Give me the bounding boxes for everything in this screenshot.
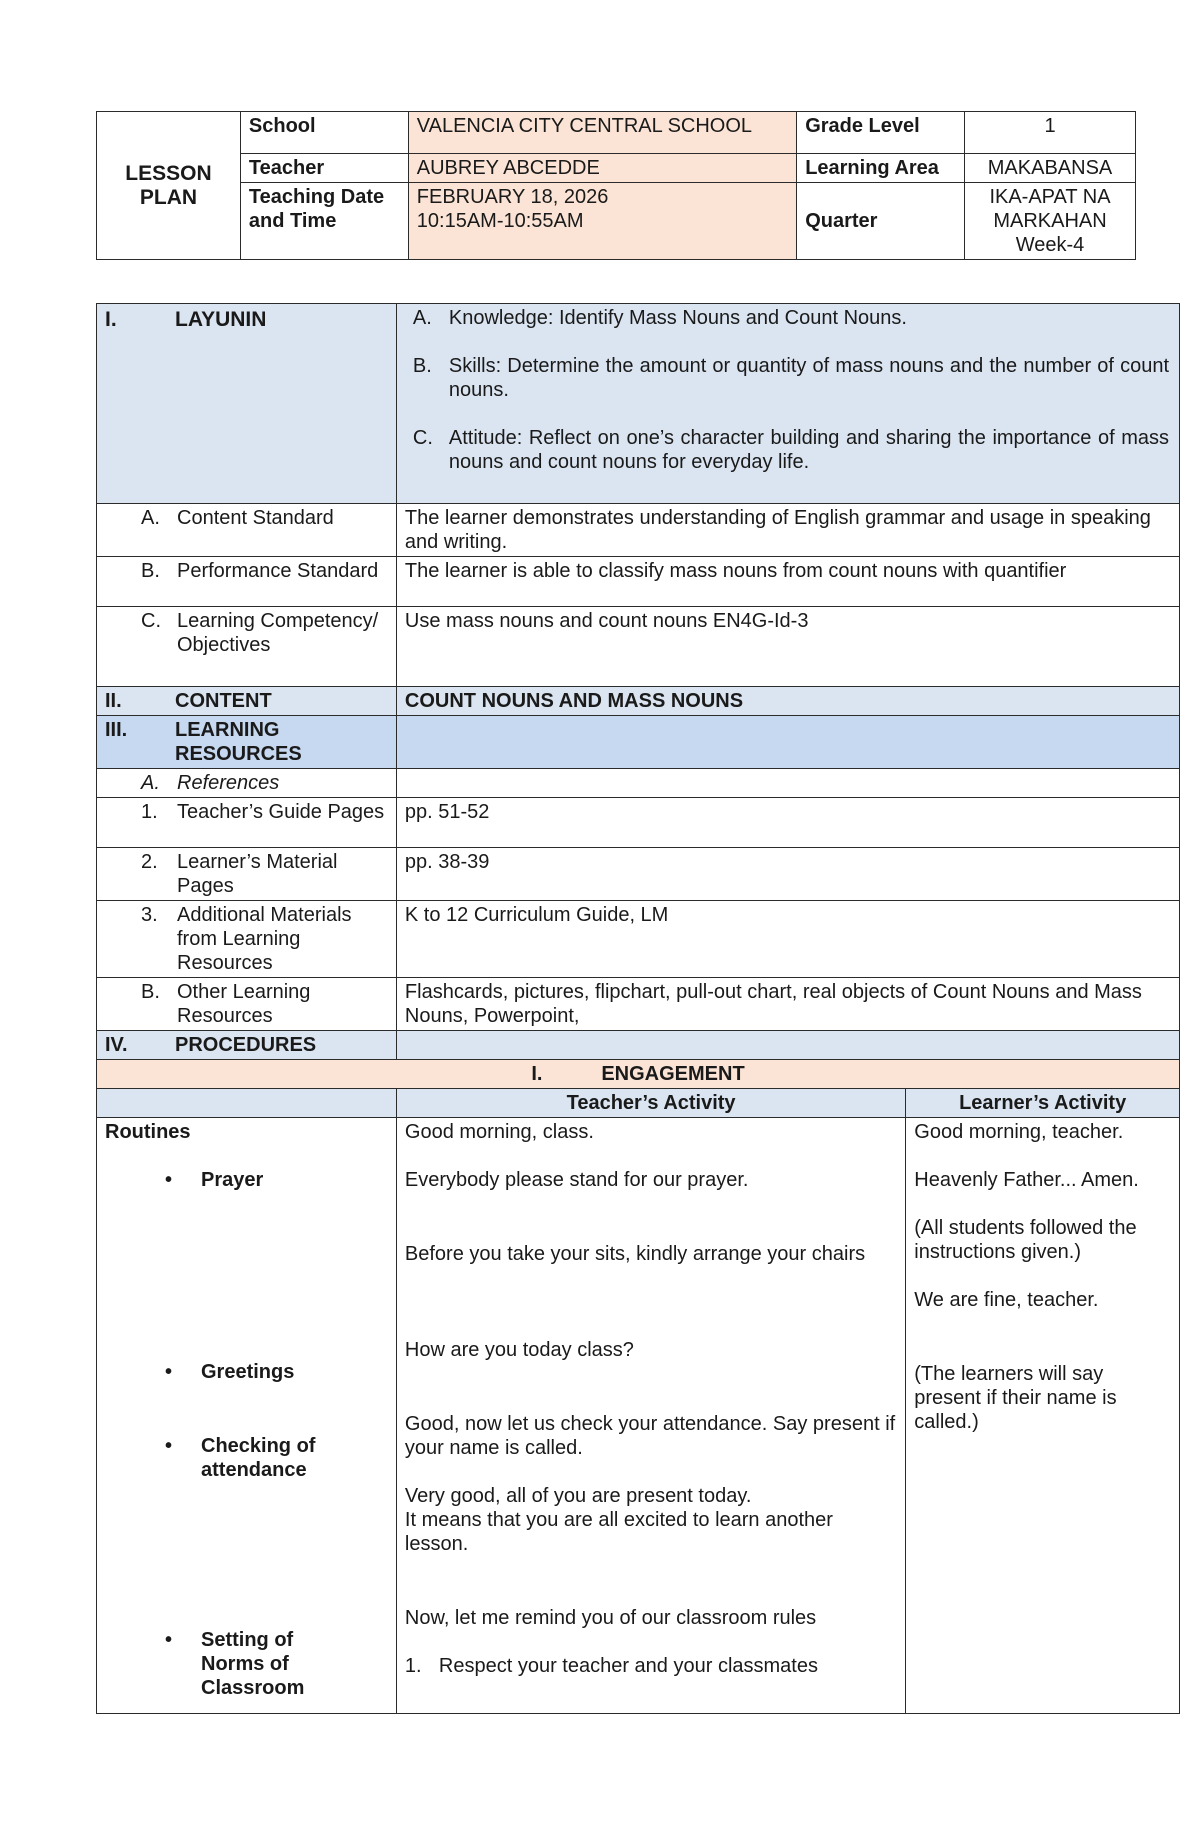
learner-line-4: We are fine, teacher. <box>914 1289 1099 1311</box>
time-text: 10:15AM-10:55AM <box>416 210 584 232</box>
learner-line-5: (The learners will say present if their name is called.) <box>914 1363 1117 1433</box>
objectives-row <box>97 304 1180 504</box>
engagement-heading: I. ENGAGEMENT <box>97 1060 1180 1089</box>
school-label: School <box>240 112 408 154</box>
engagement-row <box>97 1060 1180 1089</box>
content-value: COUNT NOUNS AND MASS NOUNS <box>396 687 1179 716</box>
greetings-item: • Greetings <box>165 1361 295 1383</box>
teacher-line-1: Good morning, class. <box>404 1121 594 1143</box>
additional-materials-row <box>97 901 1180 978</box>
objective-b: B. Skills: Determine the amount or quantity of mass nouns and the number of count nouns. <box>412 355 1169 401</box>
activity-header-row <box>97 1089 1180 1118</box>
quarter-text: IKA-APAT NA MARKAHAN <box>989 186 1111 232</box>
teachers-guide-value: pp. 51-52 <box>396 798 1179 848</box>
teacher-line-6: Very good, all of you are present today. <box>404 1485 752 1507</box>
learners-activity-header: Learner’s Activity <box>906 1089 1180 1118</box>
grade-level-label: Grade Level <box>797 112 965 154</box>
teacher-line-2: Everybody please stand for our prayer. <box>404 1169 749 1191</box>
setting-norms-item: • Setting of Norms of Classroom <box>165 1629 305 1699</box>
other-resources-row <box>97 978 1180 1031</box>
section-label: LAYUNIN <box>175 308 267 331</box>
teacher-line-7: It means that you are all excited to learn another lesson. <box>404 1509 833 1555</box>
lesson-plan-title: LESSON PLAN <box>97 112 241 260</box>
learning-resources-row <box>97 716 1180 769</box>
performance-standard-row <box>97 557 1180 607</box>
other-resources-label: B. Other Learning Resources <box>97 978 397 1031</box>
learner-activity-cell <box>906 1118 1180 1714</box>
teacher-line-5: Good, now let us check your attendance. Say present if your name is called. <box>404 1413 896 1459</box>
checking-attendance-item: • Checking of attendance <box>165 1435 316 1481</box>
teacher-line-4: How are you today class? <box>404 1339 634 1361</box>
school-value: VALENCIA CITY CENTRAL SCHOOL <box>408 112 796 154</box>
learners-material-label: 2. Learner’s Material Pages <box>97 848 397 901</box>
learning-competency-row <box>97 607 1180 687</box>
learning-competency-value: Use mass nouns and count nouns EN4G-Id-3 <box>396 607 1179 687</box>
content-standard-row <box>97 504 1180 557</box>
teaching-date-label: Teaching Date and Time <box>240 183 408 260</box>
objectives-list <box>396 304 1179 504</box>
learners-material-row <box>97 848 1180 901</box>
content-standard-value: The learner demonstrates understanding of English grammar and usage in speaking and writing. <box>396 504 1179 557</box>
learning-area-label: Learning Area <box>797 154 965 183</box>
learner-line-2: Heavenly Father... Amen. <box>914 1169 1139 1191</box>
references-label: A. References <box>97 769 397 798</box>
procedures-row <box>97 1031 1180 1060</box>
teachers-activity-header: Teacher’s Activity <box>396 1089 905 1118</box>
references-row <box>97 769 1180 798</box>
quarter-value <box>965 183 1136 260</box>
additional-materials-value: K to 12 Curriculum Guide, LM <box>396 901 1179 978</box>
teacher-line-8: Now, let me remind you of our classroom rules <box>404 1607 817 1629</box>
quarter-label: Quarter <box>797 183 965 260</box>
week-text: Week-4 <box>1015 234 1085 256</box>
learners-material-value: pp. 38-39 <box>396 848 1179 901</box>
learning-area-value: MAKABANSA <box>965 154 1136 183</box>
content-standard-label: A. Content Standard <box>97 504 397 557</box>
date-text: FEBRUARY 18, 2026 <box>416 186 609 208</box>
teacher-line-3: Before you take your sits, kindly arrange your chairs <box>404 1243 866 1265</box>
learner-line-3: (All students followed the instructions given.) <box>914 1217 1137 1263</box>
section-number: I. <box>105 308 117 331</box>
performance-standard-label: B. Performance Standard <box>97 557 397 607</box>
learning-competency-label: C. Learning Competency/ Objectives <box>97 607 397 687</box>
teacher-label: Teacher <box>240 154 408 183</box>
content-heading: II. CONTENT <box>97 687 397 716</box>
procedures-heading: IV. PROCEDURES <box>97 1031 397 1060</box>
objective-c: C. Attitude: Reflect on one’s character building and sharing the importance of mass nouns and count nouns for everyday life. <box>412 427 1169 473</box>
teacher-value: AUBREY ABCEDDE <box>408 154 796 183</box>
prayer-item: • Prayer <box>165 1169 264 1191</box>
content-row <box>97 687 1180 716</box>
objective-a: A. Knowledge: Identify Mass Nouns and Count Nouns. <box>412 307 907 329</box>
routines-label: Routines <box>105 1121 191 1143</box>
teachers-guide-label: 1. Teacher’s Guide Pages <box>97 798 397 848</box>
grade-level-value: 1 <box>965 112 1136 154</box>
learner-line-1: Good morning, teacher. <box>914 1121 1124 1143</box>
teacher-rule-1: 1. Respect your teacher and your classmates <box>404 1655 818 1677</box>
lesson-plan-table <box>96 303 1180 1714</box>
teachers-guide-row <box>97 798 1180 848</box>
other-resources-value: Flashcards, pictures, flipchart, pull-out chart, real objects of Count Nouns and Mass Nouns, Powerpoint, <box>396 978 1179 1031</box>
performance-standard-value: The learner is able to classify mass nouns from count nouns with quantifier <box>396 557 1179 607</box>
objectives-heading <box>97 304 397 504</box>
learning-resources-heading: III. LEARNING RESOURCES <box>97 716 397 769</box>
routines-row <box>97 1118 1180 1714</box>
header-table <box>96 111 1136 260</box>
routines-cell <box>97 1118 397 1714</box>
additional-materials-label: 3. Additional Materials from Learning Resources <box>97 901 397 978</box>
teacher-activity-cell <box>396 1118 905 1714</box>
teaching-date-value <box>408 183 796 260</box>
